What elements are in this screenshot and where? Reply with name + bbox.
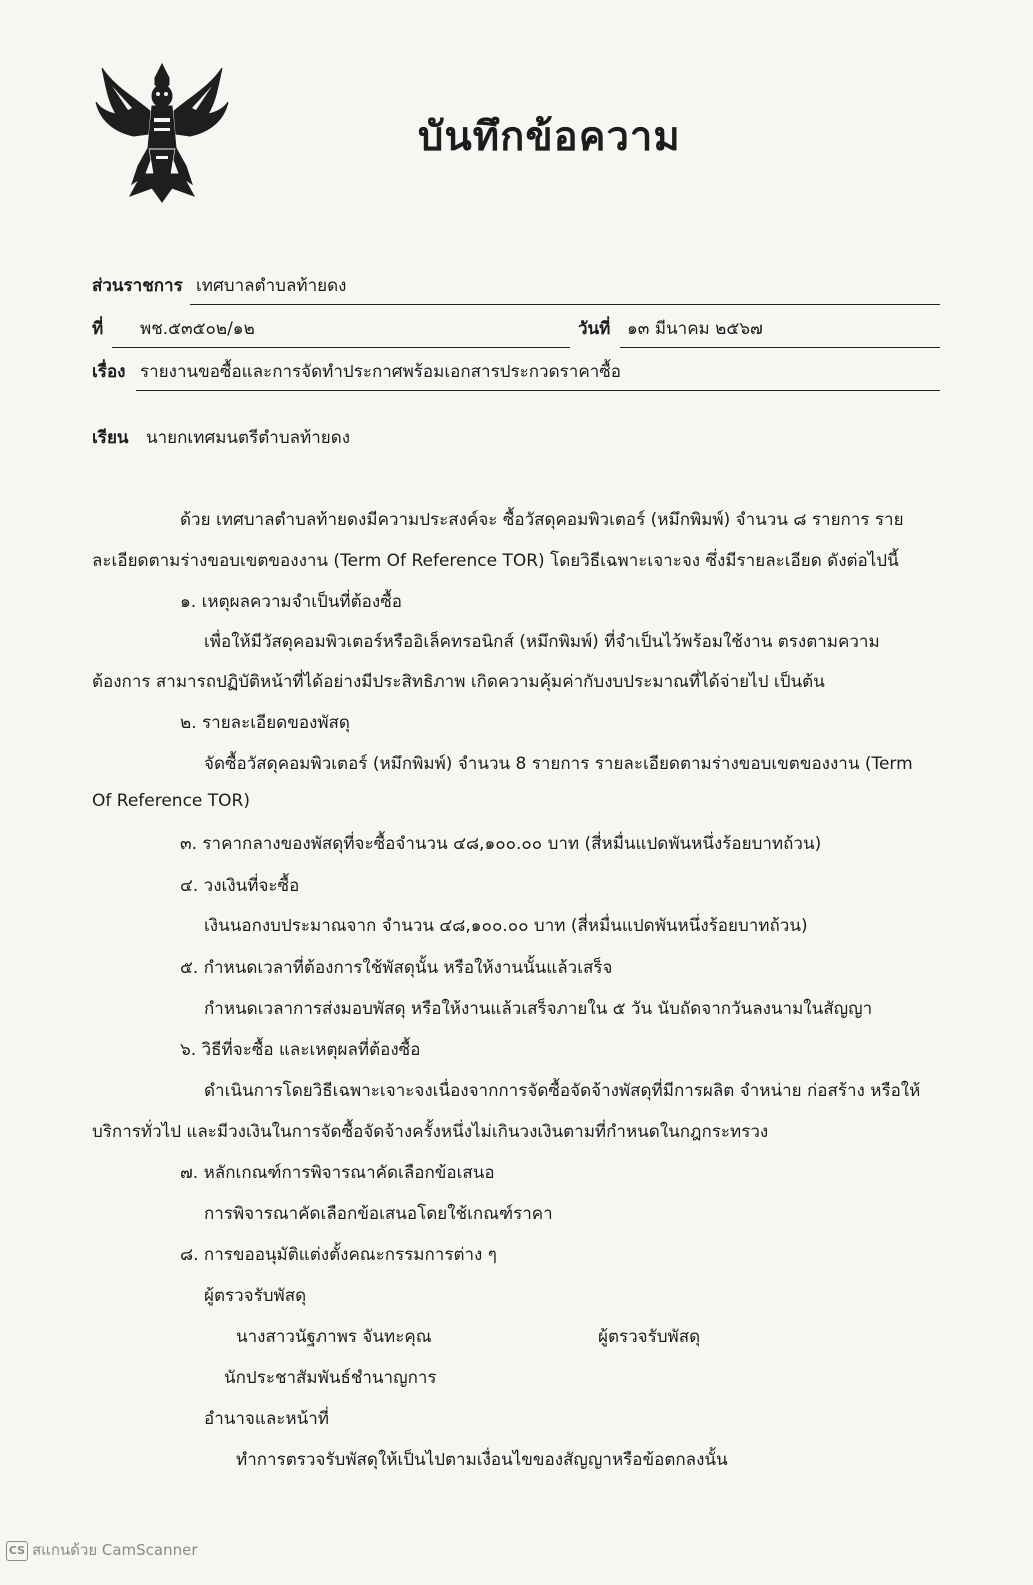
section-2-heading: ๒. รายละเอียดของพัสดุ — [180, 713, 350, 733]
intro-line-2: ละเอียดตามร่างขอบเขตของงาน (Term Of Reference TOR) โดยวิธีเฉพาะเจาะจง ซึ่งมีรายละเอียด ดังต่อไปนี้ — [92, 551, 899, 571]
camscanner-watermark — [6, 1538, 198, 1562]
section-8-subheading: ผู้ตรวจรับพัสดุ — [204, 1286, 307, 1306]
committee-member-name: นางสาวนัฐภาพร จันทะคุณ — [236, 1327, 432, 1347]
subject-label: เรื่อง — [92, 362, 126, 382]
department-label: ส่วนราชการ — [92, 276, 183, 296]
reference-value: พช.๕๓๕๐๒/๑๒ — [140, 319, 255, 339]
section-8-heading: ๘. การขออนุมัติแต่งตั้งคณะกรรมการต่าง ๆ — [180, 1245, 497, 1265]
duty-heading: อำนาจและหน้าที่ — [204, 1409, 329, 1429]
section-1-heading: ๑. เหตุผลความจำเป็นที่ต้องซื้อ — [180, 592, 402, 612]
section-7-heading: ๗. หลักเกณฑ์การพิจารณาคัดเลือกข้อเสนอ — [180, 1163, 495, 1183]
section-7-body: การพิจารณาคัดเลือกข้อเสนอโดยใช้เกณฑ์ราคา — [204, 1204, 553, 1224]
section-5-heading: ๕. กำหนดเวลาที่ต้องการใช้พัสดุนั้น หรือให้งานนั้นแล้วเสร็จ — [180, 958, 613, 978]
section-2-body-1: จัดซื้อวัสดุคอมพิวเตอร์ (หมึกพิมพ์) จำนวน 8 รายการ รายละเอียดตามร่างขอบเขตของงาน (Term — [204, 754, 913, 774]
department-underline — [190, 304, 940, 305]
intro-line-1: ด้วย เทศบาลตำบลท้ายดงมีความประสงค์จะ ซื้อวัสดุคอมพิวเตอร์ (หมึกพิมพ์) จำนวน ๘ รายการ ราย — [180, 510, 904, 530]
date-value: ๑๓ มีนาคม ๒๕๖๗ — [627, 319, 763, 339]
committee-member-role: ผู้ตรวจรับพัสดุ — [598, 1327, 701, 1347]
section-5-body: กำหนดเวลาการส่งมอบพัสดุ หรือให้งานแล้วเสร็จภายใน ๕ วัน นับถัดจากวันลงนามในสัญญา — [204, 999, 873, 1019]
section-1-body-1: เพื่อให้มีวัสดุคอมพิวเตอร์หรืออิเล็คทรอนิกส์ (หมึกพิมพ์) ที่จำเป็นไว้พร้อมใช้งาน ตรงตามความ — [204, 632, 880, 652]
camscanner-logo-icon: CS — [6, 1541, 28, 1561]
date-label: วันที่ — [578, 319, 611, 339]
section-6-body-1: ดำเนินการโดยวิธีเฉพาะเจาะจงเนื่องจากการจัดซื้อจัดจ้างพัสดุที่มีการผลิต จำหน่าย ก่อสร้าง หรือให้ — [204, 1081, 921, 1101]
garuda-emblem-icon — [92, 56, 232, 206]
department-value: เทศบาลตำบลท้ายดง — [196, 276, 347, 296]
section-3-heading: ๓. ราคากลางของพัสดุที่จะซื้อจำนวน ๔๘,๑๐๐.๐๐ บาท (สี่หมื่นแปดพันหนึ่งร้อยบาทถ้วน) — [180, 834, 822, 854]
recipient-value: นายกเทศมนตรีตำบลท้ายดง — [146, 428, 351, 448]
section-4-heading: ๔. วงเงินที่จะซื้อ — [180, 876, 300, 896]
committee-member-position: นักประชาสัมพันธ์ชำนาญการ — [224, 1368, 437, 1388]
section-6-heading: ๖. วิธีที่จะซื้อ และเหตุผลที่ต้องซื้อ — [180, 1040, 421, 1060]
document-title: บันทึกข้อความ — [418, 114, 681, 160]
recipient-label: เรียน — [92, 428, 129, 448]
section-1-body-2: ต้องการ สามารถปฏิบัติหน้าที่ได้อย่างมีประสิทธิภาพ เกิดความคุ้มค่ากับงบประมาณที่ได้จ่ายไป เป็นต้น — [92, 672, 825, 692]
reference-label: ที่ — [92, 319, 104, 339]
subject-value: รายงานขอซื้อและการจัดทำประกาศพร้อมเอกสารประกวดราคาซื้อ — [140, 362, 621, 382]
duty-body: ทำการตรวจรับพัสดุให้เป็นไปตามเงื่อนไขของสัญญาหรือข้อตกลงนั้น — [236, 1450, 728, 1470]
camscanner-text: สแกนด้วย CamScanner — [32, 1541, 198, 1559]
section-2-body-2: Of Reference TOR) — [92, 791, 250, 811]
subject-underline — [136, 390, 940, 391]
reference-underline — [112, 347, 570, 348]
section-6-body-2: บริการทั่วไป และมีวงเงินในการจัดซื้อจัดจ้างครั้งหนึ่งไม่เกินวงเงินตามที่กำหนดในกฎกระทรวง — [92, 1122, 769, 1142]
date-underline — [620, 347, 940, 348]
section-4-body: เงินนอกงบประมาณจาก จำนวน ๔๘,๑๐๐.๐๐ บาท (สี่หมื่นแปดพันหนึ่งร้อยบาทถ้วน) — [204, 916, 808, 936]
